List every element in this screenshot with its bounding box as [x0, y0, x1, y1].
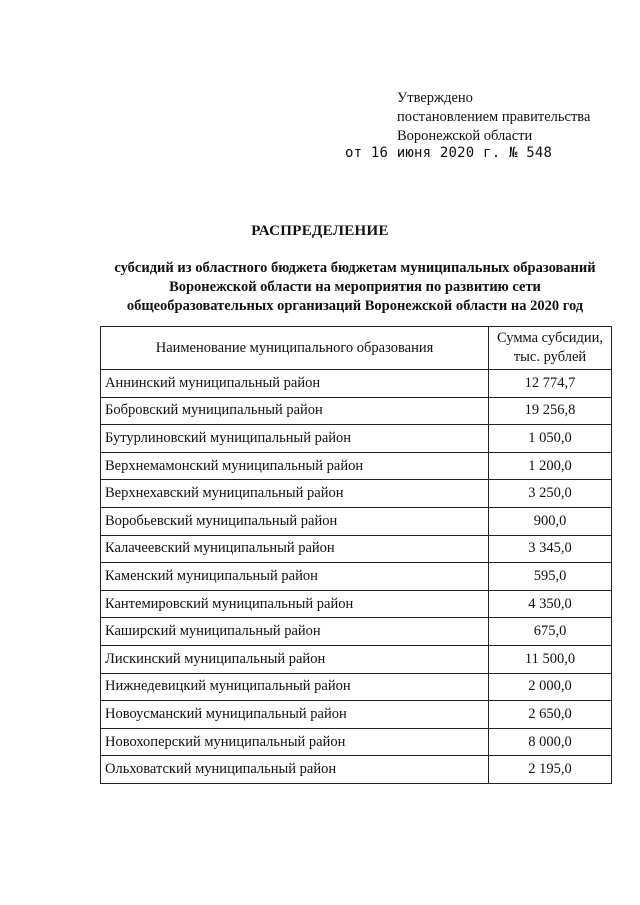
document-subtitle [95, 259, 615, 316]
subsidy-amount: 3 345,0 [489, 535, 612, 563]
subtitle-line: субсидий из областного бюджета бюджетам муниципальных образований [114, 260, 596, 276]
approval-line: Утверждено [397, 90, 473, 106]
municipality-name: Бутурлиновский муниципальный район [101, 425, 489, 453]
table-row [101, 645, 612, 673]
table-row [101, 728, 612, 756]
municipality-name: Каменский муниципальный район [101, 563, 489, 591]
decree-date-number: от 16 июня 2020 г. № 548 [345, 145, 553, 161]
table-row [101, 397, 612, 425]
table-row [101, 452, 612, 480]
municipality-name: Лискинский муниципальный район [101, 645, 489, 673]
subsidy-amount: 1 200,0 [489, 452, 612, 480]
subsidy-amount: 11 500,0 [489, 645, 612, 673]
municipality-name: Каширский муниципальный район [101, 618, 489, 646]
subsidy-amount: 1 050,0 [489, 425, 612, 453]
municipality-name: Бобровский муниципальный район [101, 397, 489, 425]
municipality-name: Калачеевский муниципальный район [101, 535, 489, 563]
subtitle-line: Воронежской области на мероприятия по развитию сети [169, 279, 541, 295]
subsidy-amount: 19 256,8 [489, 397, 612, 425]
subsidy-amount: 900,0 [489, 507, 612, 535]
table-header-row [101, 327, 612, 370]
municipality-name: Верхнехавский муниципальный район [101, 480, 489, 508]
subsidy-amount: 4 350,0 [489, 590, 612, 618]
subsidy-amount: 2 650,0 [489, 701, 612, 729]
table-row [101, 673, 612, 701]
column-header-sum-line: тыс. рублей [513, 349, 587, 365]
municipality-name: Ольховатский муниципальный район [101, 756, 489, 784]
approval-line: постановлением правительства [397, 109, 591, 125]
table-row [101, 370, 612, 398]
subsidy-amount: 2 000,0 [489, 673, 612, 701]
table-row [101, 507, 612, 535]
table-row [101, 480, 612, 508]
municipality-name: Аннинский муниципальный район [101, 370, 489, 398]
subsidy-amount: 2 195,0 [489, 756, 612, 784]
municipality-name: Воробьевский муниципальный район [101, 507, 489, 535]
subsidy-amount: 3 250,0 [489, 480, 612, 508]
municipality-name: Новохоперский муниципальный район [101, 728, 489, 756]
table-row [101, 618, 612, 646]
approval-block [397, 89, 590, 146]
municipality-name: Нижнедевицкий муниципальный район [101, 673, 489, 701]
table-row [101, 425, 612, 453]
subsidy-amount: 8 000,0 [489, 728, 612, 756]
table-row [101, 701, 612, 729]
column-header-sum-line: Сумма субсидии, [496, 330, 604, 346]
column-header-name: Наименование муниципального образования [101, 327, 489, 370]
municipality-name: Кантемировский муниципальный район [101, 590, 489, 618]
approval-line: Воронежской области [397, 128, 533, 144]
column-header-sum [489, 327, 612, 370]
table-row [101, 535, 612, 563]
table-row [101, 756, 612, 784]
distribution-table [100, 326, 612, 784]
document-title: РАСПРЕДЕЛЕНИЕ [251, 223, 389, 239]
subsidy-amount: 675,0 [489, 618, 612, 646]
subsidy-amount: 12 774,7 [489, 370, 612, 398]
table-row [101, 590, 612, 618]
subsidy-amount: 595,0 [489, 563, 612, 591]
municipality-name: Новоусманский муниципальный район [101, 701, 489, 729]
table-row [101, 563, 612, 591]
subtitle-line: общеобразовательных организаций Воронежской области на 2020 год [126, 298, 584, 314]
municipality-name: Верхнемамонский муниципальный район [101, 452, 489, 480]
